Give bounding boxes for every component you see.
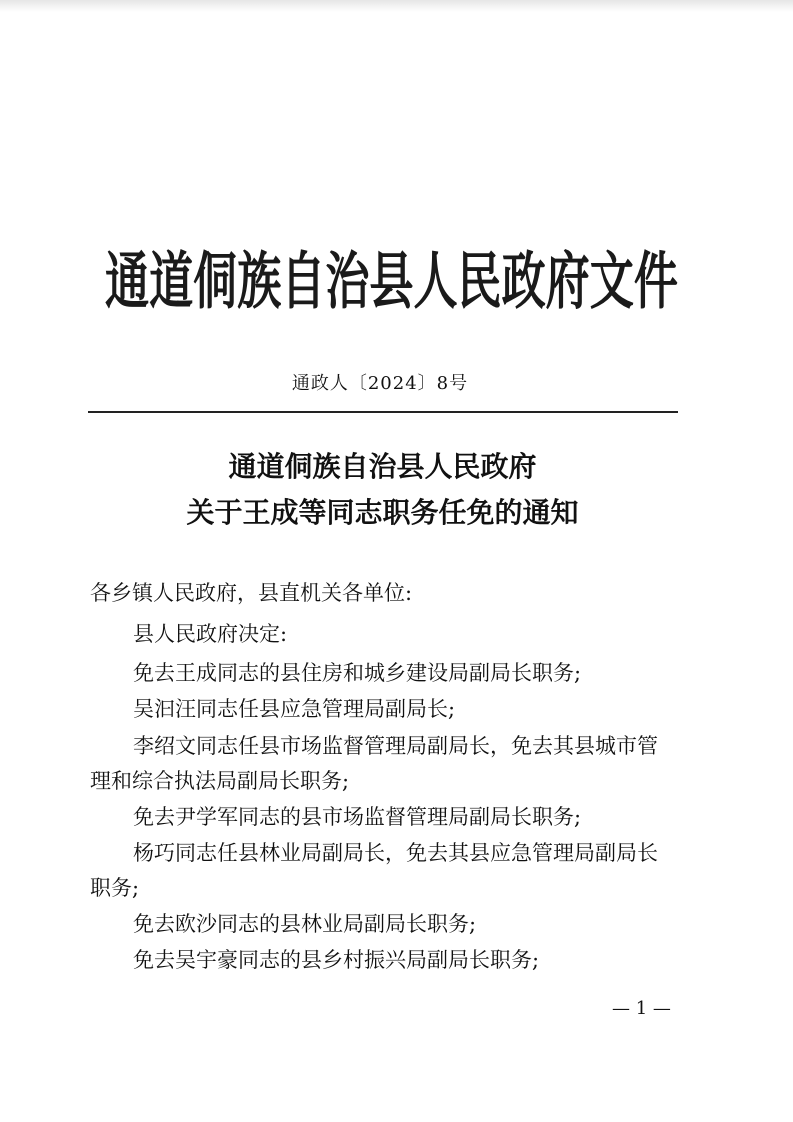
paragraph: 免去吴宇豪同志的县乡村振兴局副局长职务; <box>133 948 540 972</box>
page-number: — 1 — <box>612 998 671 1019</box>
paragraph-continuation: 理和综合执法局副局长职务; <box>90 769 350 793</box>
paragraph-continuation: 职务; <box>90 876 140 900</box>
paragraph: 杨巧同志任县林业局副局长，免去其县应急管理局副局长 <box>133 841 658 865</box>
notice-title-line2: 关于王成等同志职务任免的通知 <box>186 496 579 529</box>
document-header-title: 通道侗族自治县人民政府文件 <box>105 244 678 318</box>
paragraph: 免去王成同志的县住房和城乡建设局副局长职务; <box>133 661 582 685</box>
paragraph: 免去欧沙同志的县林业局副局长职务; <box>133 912 477 936</box>
paragraph: 县人民政府决定: <box>133 622 288 646</box>
header-separator-line <box>88 411 678 413</box>
paragraph: 李绍文同志任县市场监督管理局副局长，免去其县城市管 <box>133 734 658 758</box>
document-number: 通政人〔2024〕8号 <box>291 373 469 394</box>
paragraph: 吴汩汪同志任县应急管理局副局长; <box>133 697 456 721</box>
salutation: 各乡镇人民政府，县直机关各单位: <box>90 581 413 605</box>
notice-title-line1: 通道侗族自治县人民政府 <box>228 450 537 483</box>
scan-top-edge <box>0 0 793 12</box>
paragraph: 免去尹学军同志的县市场监督管理局副局长职务; <box>133 805 582 829</box>
